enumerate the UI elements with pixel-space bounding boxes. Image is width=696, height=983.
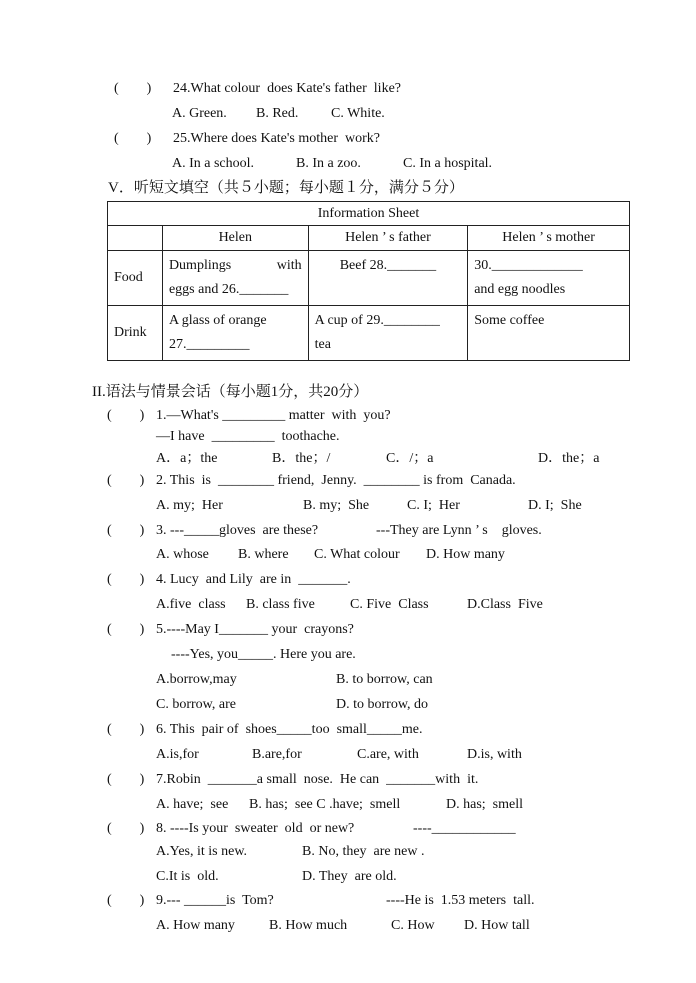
option-d: D.Class Five — [467, 597, 543, 612]
answer-paren: ( ) — [107, 408, 145, 423]
option-b: B. How much — [269, 918, 348, 933]
cell-line: tea — [314, 337, 331, 352]
answer-paren: ( ) — [107, 722, 145, 737]
question-stem: 3. ---_____gloves are these? — [156, 523, 319, 538]
table-cell — [308, 251, 468, 306]
option-d: D．the；a — [538, 451, 600, 466]
table-header — [108, 226, 163, 251]
option-a: A. my; Her — [156, 498, 223, 513]
answer-paren: ( ) — [114, 81, 152, 96]
option-b: B. class five — [246, 597, 315, 612]
answer-paren: ( ) — [107, 523, 145, 538]
question-stem: 24.What colour does Kate's father like? — [173, 81, 401, 96]
answer-paren: ( ) — [107, 473, 145, 488]
cell-line: and egg noodles — [474, 282, 566, 297]
table-header: Helen — [162, 226, 308, 251]
option-b: B. my; She — [303, 498, 370, 513]
question-stem: 4. Lucy and Lily are in _______. — [156, 572, 351, 587]
option-d: D. How many — [426, 547, 505, 562]
question-stem: 8. ----Is your sweater old or new? — [156, 821, 355, 836]
cell-line: Some coffee — [474, 313, 545, 328]
option-c: C. What colour — [314, 547, 400, 562]
question-stem: 9.--- ______is Tom? — [156, 893, 274, 908]
table-title: Information Sheet — [108, 202, 630, 226]
question-stem: 2. This is ________ friend, Jenny. ________ is from Canada. — [156, 473, 516, 488]
option-a: A.borrow,may — [156, 672, 237, 687]
option-b: B.are,for — [252, 747, 302, 762]
cell-line: 30._____________ — [474, 258, 583, 273]
option-a: A. Green. — [172, 106, 227, 121]
option-d: D. has; smell — [446, 797, 523, 812]
option-c: C. Five Class — [350, 597, 429, 612]
answer-paren: ( ) — [107, 622, 145, 637]
answer-paren: ( ) — [114, 131, 152, 146]
answer-paren: ( ) — [107, 893, 145, 908]
cell-line: A cup of 29.________ — [314, 313, 440, 328]
table-cell — [468, 251, 630, 306]
option-c: C. I; Her — [407, 498, 460, 513]
option-a: A.five class — [156, 597, 226, 612]
option-a: A. whose — [156, 547, 209, 562]
option-a: A. In a school. — [172, 156, 255, 171]
option-d: D. How tall — [464, 918, 530, 933]
option-d: D.is, with — [467, 747, 522, 762]
section-title: II.语法与情景会话（每小题1分，共20分） — [92, 384, 369, 400]
table-cell — [162, 251, 308, 306]
option-b: B. where — [238, 547, 289, 562]
question-stem: 5.----May I_______ your crayons? — [156, 622, 354, 637]
question-reply: ----____________ — [413, 821, 516, 836]
question-line: —I have _________ toothache. — [156, 429, 340, 444]
cell-line: eggs and 26._______ — [168, 282, 289, 297]
option-d: D. to borrow, do — [336, 697, 429, 712]
option-b: B. No, they are new . — [302, 844, 425, 859]
option-c: C. How — [391, 918, 435, 933]
option-a: A.is,for — [156, 747, 199, 762]
option-d: D. I; She — [528, 498, 582, 513]
question-line: ----Yes, you_____. Here you are. — [171, 647, 356, 662]
option-c: C．/；a — [386, 451, 434, 466]
cell-line: 27._________ — [168, 337, 250, 352]
option-c: C.It is old. — [156, 869, 219, 884]
option-d: D. They are old. — [302, 869, 397, 884]
option-a: A.Yes, it is new. — [156, 844, 248, 859]
table-cell — [468, 306, 630, 361]
answer-paren: ( ) — [107, 572, 145, 587]
cell-line: A glass of orange — [168, 313, 267, 328]
option-c: C. borrow, are — [156, 697, 236, 712]
table-cell — [308, 306, 468, 361]
information-sheet-table — [107, 201, 630, 361]
table-header: Helen ’ s mother — [468, 226, 630, 251]
row-label: Food — [108, 251, 163, 306]
option-a: A．a；the — [156, 451, 218, 466]
cell-line: Beef 28._______ — [339, 258, 437, 273]
table-header: Helen ’ s father — [308, 226, 468, 251]
option-c: C. In a hospital. — [403, 156, 493, 171]
row-label: Drink — [108, 306, 163, 361]
option-a: A. How many — [156, 918, 235, 933]
table-cell — [162, 306, 308, 361]
question-stem: 1.—What's _________ matter with you? — [156, 408, 391, 423]
option-b: B. to borrow, can — [336, 672, 433, 687]
question-stem: 6. This pair of shoes_____too small_____me. — [156, 722, 423, 737]
question-stem: 25.Where does Kate's mother work? — [173, 131, 381, 146]
option-b: B. In a zoo. — [296, 156, 361, 171]
question-stem: 7.Robin _______a small nose. He can _______with it. — [156, 772, 479, 787]
section-title: V．听短文填空（共５小题；每小题１分，满分５分） — [108, 180, 464, 196]
option-c: C. White. — [331, 106, 385, 121]
cell-line: Dumplings with — [168, 258, 302, 273]
option-c: C.are, with — [357, 747, 419, 762]
answer-paren: ( ) — [107, 821, 145, 836]
option-b: B. Red. — [256, 106, 299, 121]
option-b: B. has; see C .have; smell — [249, 797, 401, 812]
answer-paren: ( ) — [107, 772, 145, 787]
question-reply: ---They are Lynn ’ s gloves. — [376, 523, 542, 538]
option-b: B．the；/ — [272, 451, 331, 466]
question-reply: ----He is 1.53 meters tall. — [386, 893, 535, 908]
option-a: A. have; see — [156, 797, 229, 812]
